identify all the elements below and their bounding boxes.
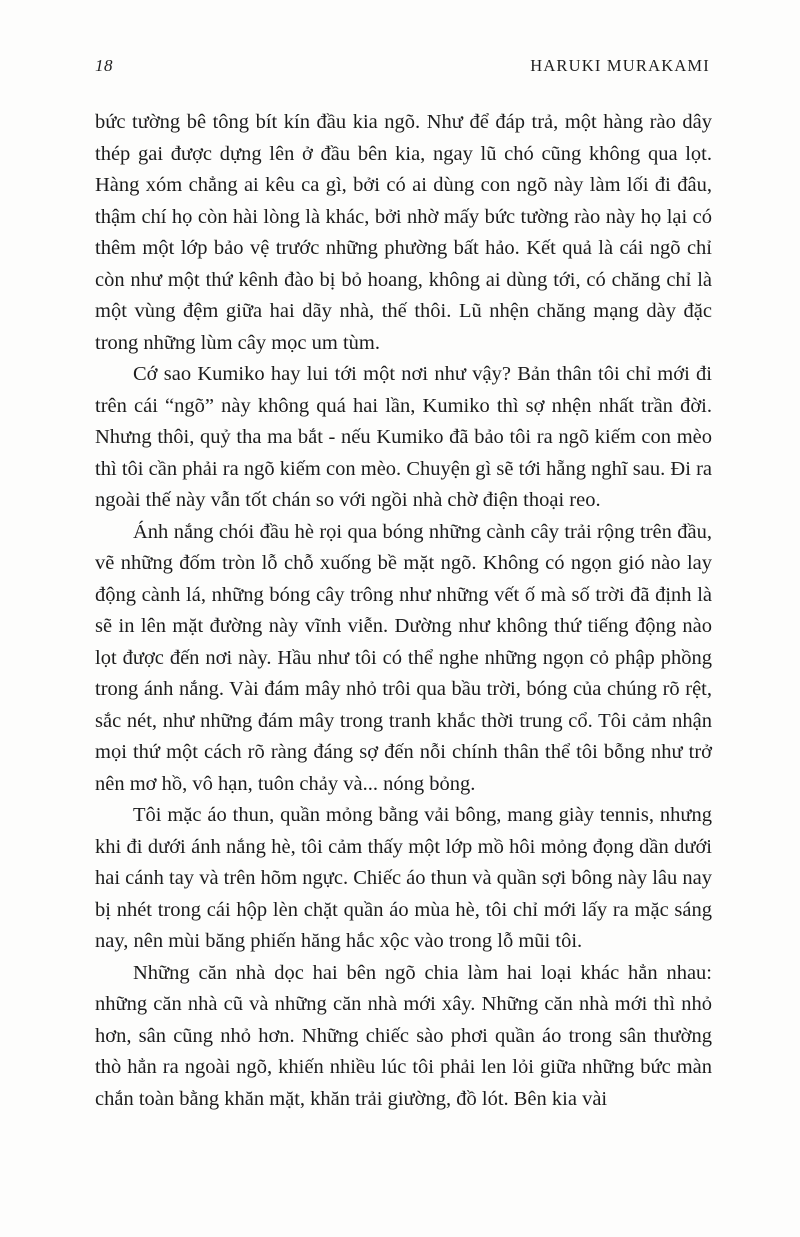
- paragraph: Những căn nhà dọc hai bên ngõ chia làm hai loại khác hẳn nhau: những căn nhà cũ và những căn nhà mới xây. Những căn nhà mới thì nhỏ hơn, sân cũng nhỏ hơn. Những chiếc sào phơi quần áo trong sân thường thò hẳn ra ngoài ngõ, khiến nhiều lúc tôi phải len lỏi giữa những bức màn chắn toàn bằng khăn mặt, khăn trải giường, đồ lót. Bên kia vài: [95, 961, 712, 1110]
- page-number: 18: [95, 56, 113, 75]
- paragraph: Ánh nắng chói đầu hè rọi qua bóng những cành cây trải rộng trên đầu, vẽ những đốm tròn lỗ chỗ xuống bề mặt ngõ. Không có ngọn gió nào lay động cành lá, những bóng cây trông như những vết ố mà số trời đã định là sẽ in lên mặt đường này vĩnh viễn. Dường như không thứ tiếng động nào lọt được đến nơi này. Hầu như tôi có thể nghe những ngọn cỏ phập phồng trong ánh nắng. Vài đám mây nhỏ trôi qua bầu trời, bóng của chúng rõ rệt, sắc nét, như những đám mây trong tranh khắc thời trung cổ. Tôi cảm nhận mọi thứ một cách rõ ràng đáng sợ đến nỗi chính thân thể tôi bỗng như trở nên mơ hồ, vô hạn, tuôn chảy và... nóng bỏng.: [95, 520, 712, 795]
- paragraph: Tôi mặc áo thun, quần mỏng bằng vải bông, mang giày tennis, nhưng khi đi dưới ánh nắng hè, tôi cảm thấy một lớp mồ hôi mỏng đọng dần dưới hai cánh tay và trên hõm ngực. Chiếc áo thun và quần sợi bông này lâu nay bị nhét trong cái hộp lèn chặt quần áo mùa hè, tôi chỉ mới lấy ra mặc sáng nay, nên mùi băng phiến hăng hắc xộc vào trong lỗ mũi tôi.: [95, 804, 712, 952]
- paragraph: Cớ sao Kumiko hay lui tới một nơi như vậy? Bản thân tôi chỉ mới đi trên cái “ngõ” này không quá hai lần, Kumiko thì sợ nhện nhất trần đời. Nhưng thôi, quỷ tha ma bắt - nếu Kumiko đã bảo tôi ra ngõ kiếm con mèo thì tôi cần phải ra ngõ kiếm con mèo. Chuyện gì sẽ tới hẵng nghĩ sau. Đi ra ngoài thế này vẫn tốt chán so với ngồi nhà chờ điện thoại reo.: [95, 363, 712, 511]
- page-body: [0, 76, 800, 1115]
- page-header: [0, 0, 800, 76]
- running-head-author: HARUKI MURAKAMI: [530, 56, 710, 75]
- paragraph: bức tường bê tông bít kín đầu kia ngõ. Như để đáp trả, một hàng rào dây thép gai được dựng lên ở đầu bên kia, ngay lũ chó cũng không qua lọt. Hàng xóm chẳng ai kêu ca gì, bởi có ai dùng con ngõ này làm lối đi đâu, thậm chí họ còn hài lòng là khác, bởi nhờ mấy bức tường rào này họ lại có thêm một lớp bảo vệ trước những phường bất hảo. Kết quả là cái ngõ chỉ còn như một thứ kênh đào bị bỏ hoang, không ai dùng tới, có chăng chỉ là một vùng đệm giữa hai dãy nhà, thế thôi. Lũ nhện chăng mạng dày đặc trong những lùm cây mọc um tùm.: [95, 111, 712, 354]
